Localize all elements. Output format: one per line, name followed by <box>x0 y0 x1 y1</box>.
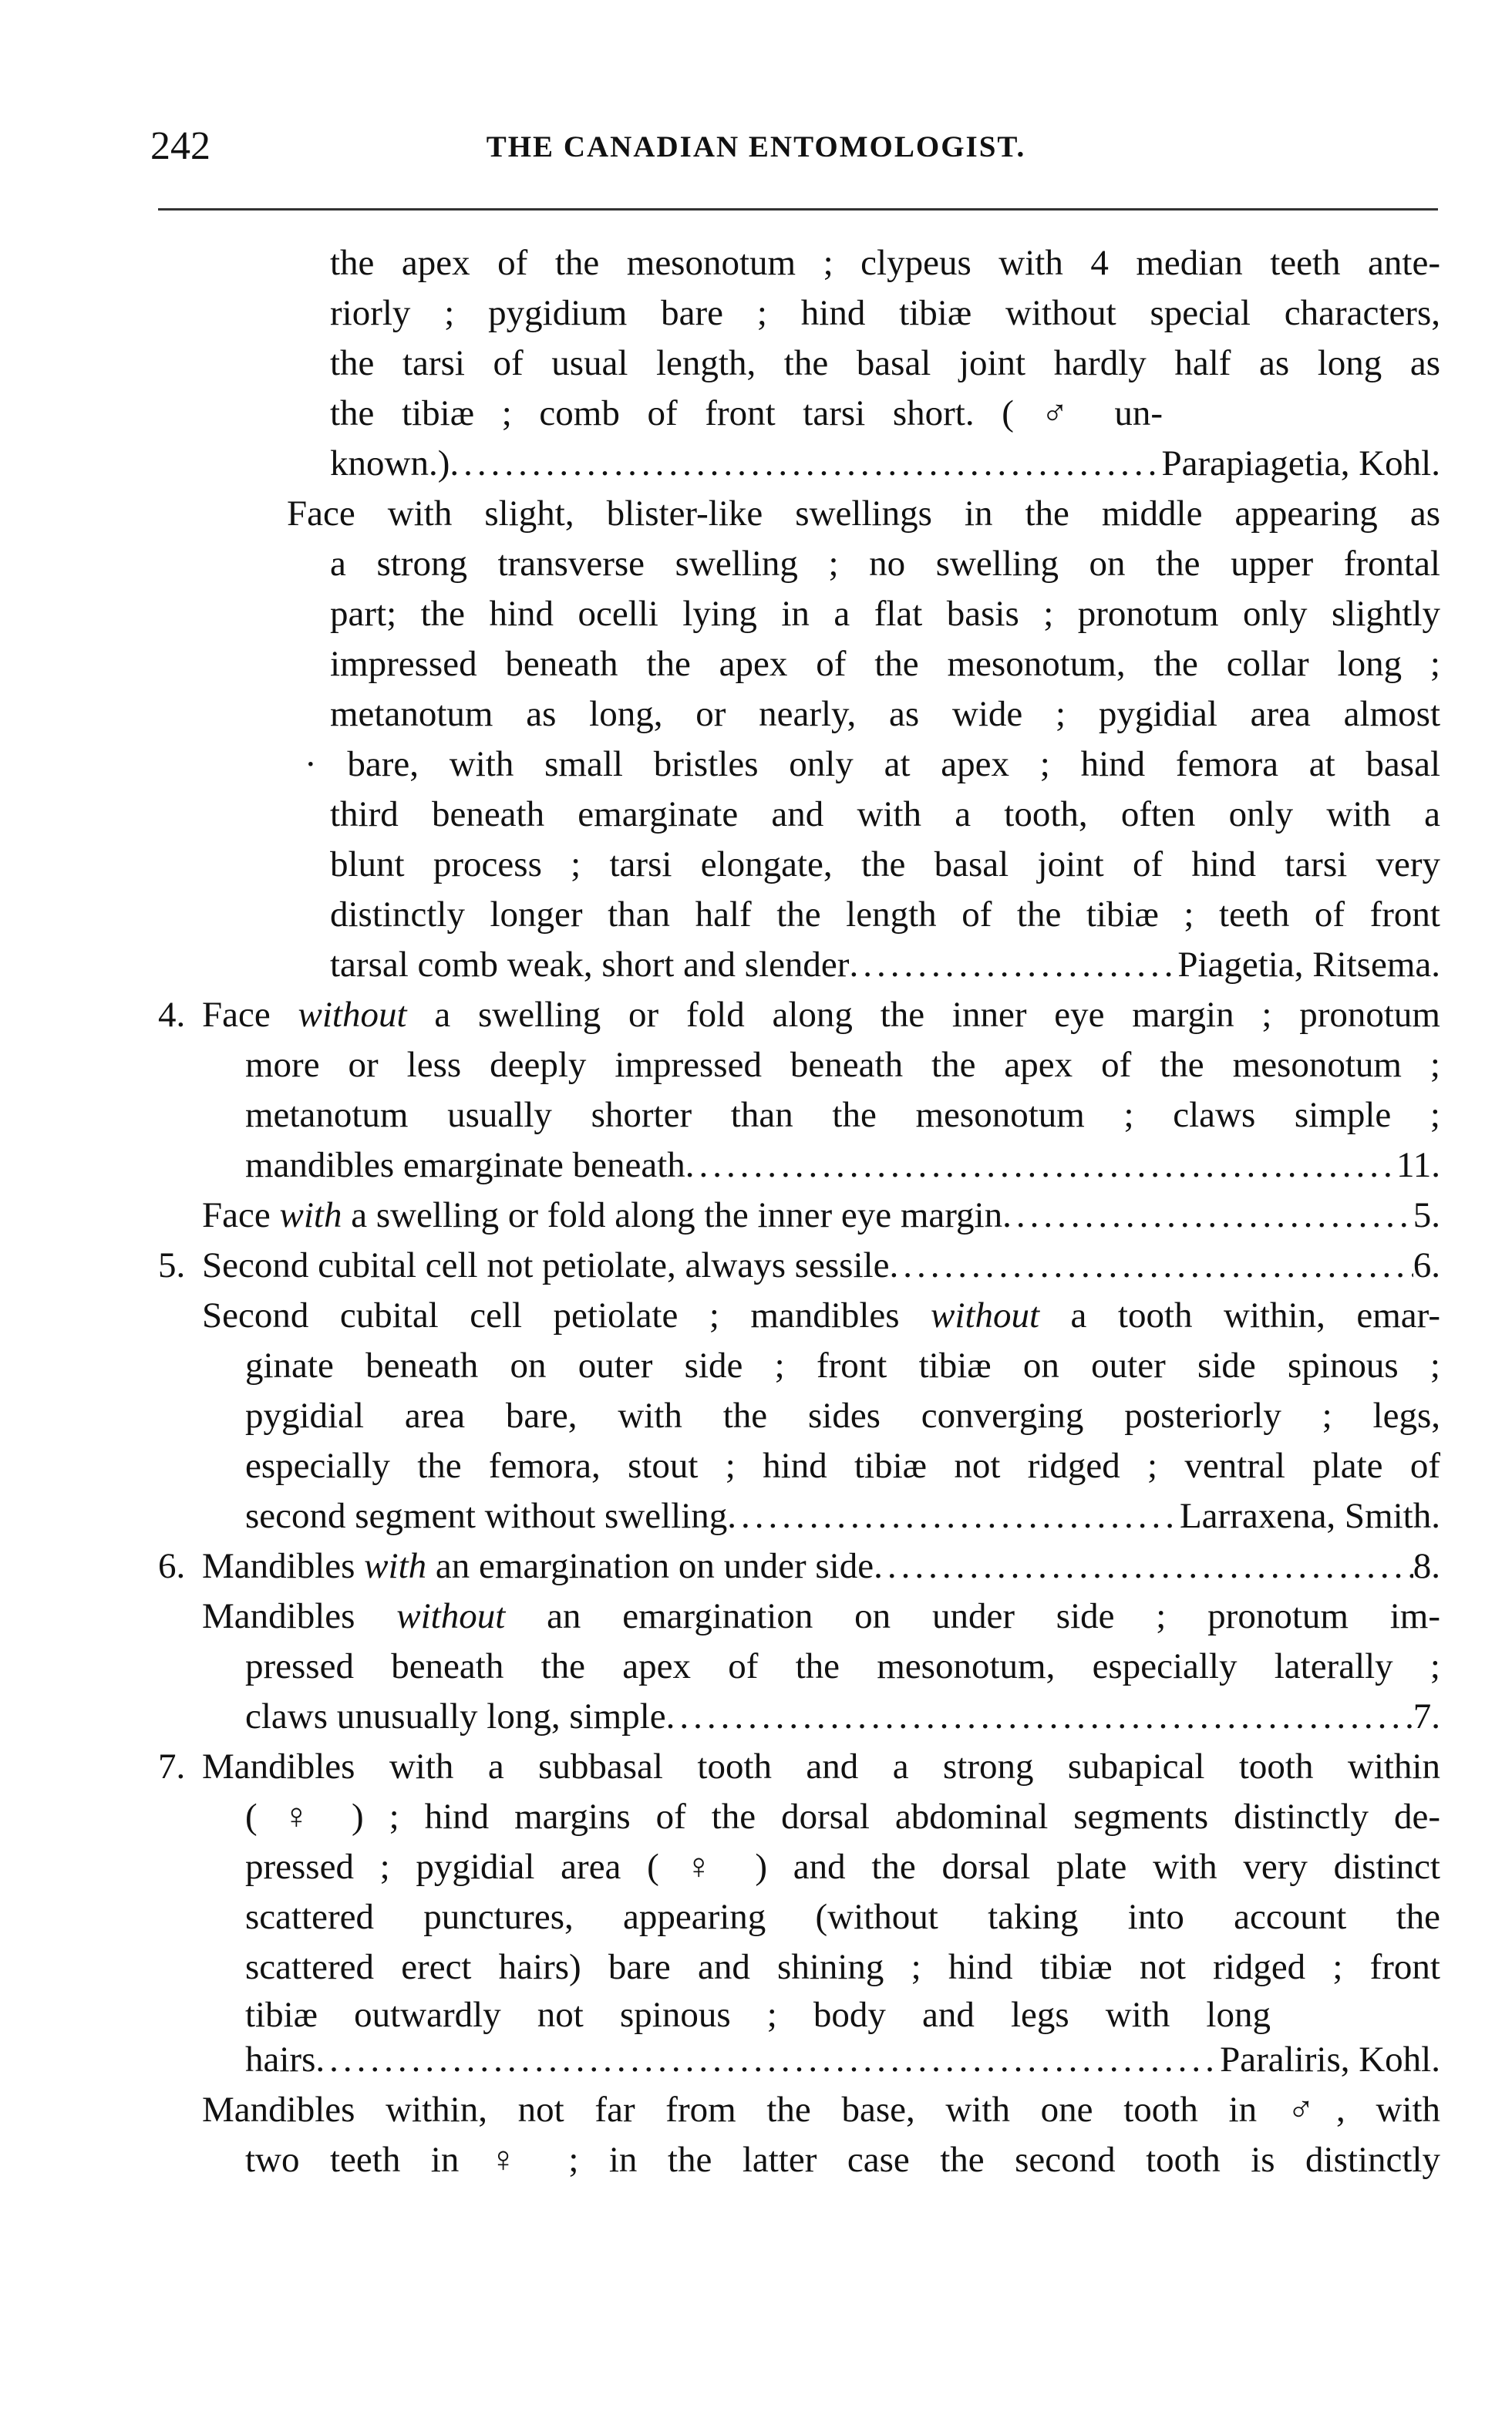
text-line: metanotum usually shorter than the mesonotum ; claws simple ; <box>245 1095 1440 1135</box>
page-header <box>0 123 1512 170</box>
leader-dots <box>849 941 1177 989</box>
text-line: distinctly longer than half the length of the tibiæ ; teeth of front <box>330 894 1440 935</box>
couplet-number: 6. <box>158 1546 186 1586</box>
text-line: a strong transverse swelling ; no swelling on the upper frontal <box>330 544 1440 584</box>
leader-dots <box>685 1141 1396 1189</box>
text-line: the tibiæ ; comb of front tarsi short. ( ♂ un- <box>330 393 1163 433</box>
text-line: riorly ; pygidium bare ; hind tibiæ without special characters, <box>330 293 1440 333</box>
key-line-genus: second segment without swelling ..... Larraxena, Smith. <box>245 1492 1440 1540</box>
genus-name: Paraliris, Kohl. <box>1220 2040 1440 2080</box>
text-line: · bare, with small bristles only at apex ; hind femora at basal <box>305 744 1440 784</box>
key-line-genus: known.) ..... Parapiagetia, Kohl. <box>330 440 1440 487</box>
text-line: ( ♀ ) ; hind margins of the dorsal abdominal segments distinctly de- <box>245 1797 1440 1837</box>
text-line: the tarsi of usual length, the basal joint hardly half as long as <box>330 343 1440 383</box>
text-line: pressed ; pygidial area ( ♀ ) and the dorsal plate with very distinct <box>245 1847 1440 1887</box>
text-line: blunt process ; tarsi elongate, the basal joint of hind tarsi very <box>330 844 1440 884</box>
text-line: impressed beneath the apex of the mesonotum, the collar long ; <box>330 644 1440 684</box>
text-line: two teeth in ♀ ; in the latter case the second tooth is distinctly <box>245 2140 1440 2180</box>
key-line-genus: tarsal comb weak, short and slender ..... Piagetia, Ritsema. <box>330 941 1440 989</box>
leader-dots <box>666 1693 1413 1740</box>
text-line: scattered punctures, appearing (without taking into account the <box>245 1897 1440 1937</box>
text-line: Mandibles within, not far from the base, with one tooth in ♂, with <box>202 2090 1440 2130</box>
key-line-lead: claws unusually long, simple ..... 7. <box>245 1693 1440 1740</box>
key-line-lead: mandibles emarginate beneath ..... 11. <box>245 1141 1440 1189</box>
leader-dots <box>889 1241 1413 1289</box>
text-line: metanotum as long, or nearly, as wide ; pygidial area almost <box>330 694 1440 734</box>
couplet-number: 7. <box>158 1747 186 1787</box>
text-line: Mandibles with a subbasal tooth and a strong subapical tooth within <box>202 1747 1440 1787</box>
leader-dots <box>727 1492 1180 1540</box>
text-line: ginate beneath on outer side ; front tibiæ on outer side spinous ; <box>245 1346 1440 1386</box>
text-line: Second cubital cell petiolate ; mandibles without a tooth within, emar- <box>202 1295 1440 1336</box>
genus-name: Larraxena, Smith. <box>1179 1496 1440 1536</box>
genus-name: Parapiagetia, Kohl. <box>1161 443 1440 483</box>
couplet-number: 5. <box>158 1245 186 1285</box>
running-title: THE CANADIAN ENTOMOLOGIST. <box>486 130 1026 163</box>
text-line: part; the hind ocelli lying in a flat basis ; pronotum only slightly <box>330 594 1440 634</box>
genus-name: Piagetia, Ritsema. <box>1177 945 1440 985</box>
text-line: scattered erect hairs) bare and shining ; hind tibiæ not ridged ; front <box>245 1947 1440 1987</box>
text-line: third beneath emarginate and with a tooth, often only with a <box>330 794 1440 834</box>
text-line: more or less deeply impressed beneath the apex of the mesonotum ; <box>245 1045 1440 1085</box>
leader-dots <box>874 1542 1413 1590</box>
text-line: especially the femora, stout ; hind tibiæ not ridged ; ventral plate of <box>245 1446 1440 1486</box>
text-line: Face without a swelling or fold along the inner eye margin ; pronotum <box>202 995 1440 1035</box>
text-line: the apex of the mesonotum ; clypeus with 4 median teeth ante- <box>330 243 1440 283</box>
key-line-genus: hairs ..... Paraliris, Kohl. <box>245 2036 1440 2084</box>
leader-dots <box>1002 1191 1413 1239</box>
couplet-number: 4. <box>158 995 186 1035</box>
text-line: Mandibles without an emargination on under side ; pronotum im- <box>202 1596 1441 1636</box>
key-line-lead: Mandibles with an emargination on under side ..... 8. <box>202 1542 1440 1590</box>
leader-dots <box>315 2036 1220 2084</box>
text-line: Face with slight, blister-like swellings in the middle appearing as <box>287 494 1440 534</box>
text-line: tibiæ outwardly not spinous ; body and legs with long <box>245 1995 1271 2035</box>
leader-dots <box>450 440 1161 487</box>
key-line-lead: Face with a swelling or fold along the inner eye margin ..... 5. <box>202 1191 1440 1239</box>
text-line: pygidial area bare, with the sides converging posteriorly ; legs, <box>245 1396 1440 1436</box>
key-line-lead: Second cubital cell not petiolate, always sessile ..... 6. <box>202 1241 1440 1289</box>
header-rule <box>158 208 1438 211</box>
text-line: pressed beneath the apex of the mesonotum, especially laterally ; <box>245 1646 1440 1686</box>
page-number: 242 <box>150 124 210 168</box>
